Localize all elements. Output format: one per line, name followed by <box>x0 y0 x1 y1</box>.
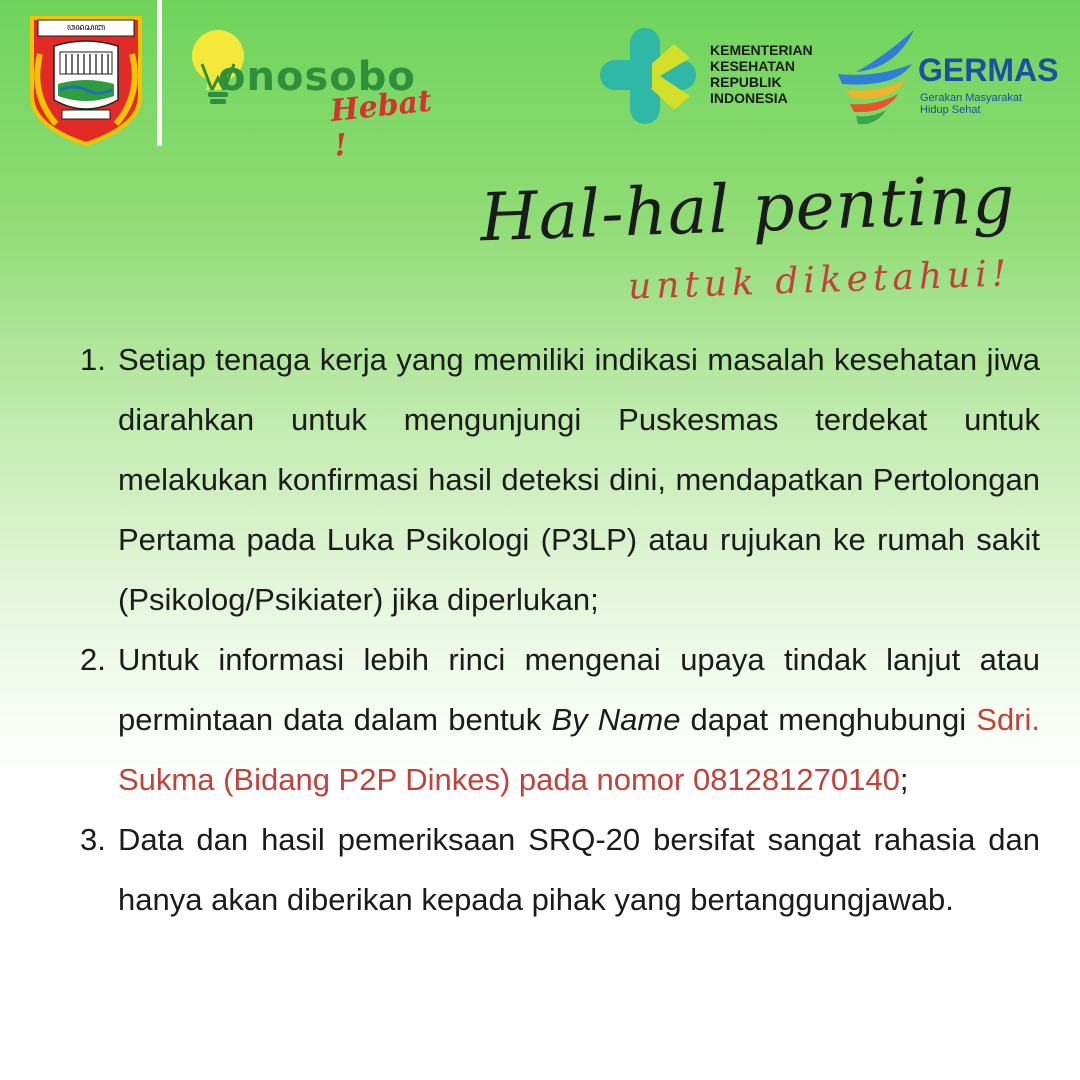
page-subtitle: untuk diketahui! <box>627 253 1012 308</box>
wonosobo-logo-word: onosobo <box>218 54 416 100</box>
list-item-italic: By Name <box>551 702 681 737</box>
info-list <box>80 330 1040 930</box>
list-item-text: ; <box>899 762 909 797</box>
header-divider <box>157 0 162 146</box>
wonosobo-logo-tagline: Hebat ! <box>328 83 434 164</box>
list-item-text: dapat menghubungi <box>680 702 977 737</box>
list-item-number: 1. <box>80 342 106 377</box>
germas-subtitle <box>920 92 1040 116</box>
kemenkes-text <box>710 42 840 106</box>
kemenkes-line: KESEHATAN <box>710 58 796 74</box>
list-item-text: Untuk informasi lebih rinci mengenai upaya tindak lanjut atau permintaan data dalam bentuk <box>118 642 1040 737</box>
crest-banner-text: ꦮꦤꦱꦧ <box>66 23 106 33</box>
list-item <box>80 630 1040 810</box>
kemenkes-line: KEMENTERIAN <box>710 42 813 58</box>
list-item-text: Setiap tenaga kerja yang memiliki indikasi masalah kesehatan jiwa diarahkan untuk mengunjungi Puskesmas terdekat untuk melakukan konfirmasi hasil deteksi dini, mendapatkan Pertolongan Pertama pada Luka Psikologi (P3LP) atau rujukan ke rumah sakit (Psikolog/Psikiater) jika diperlukan; <box>118 342 1040 617</box>
list-item <box>80 330 1040 630</box>
kemenkes-line: INDONESIA <box>710 90 788 106</box>
contact-info: Sdri. Sukma (Bidang P2P Dinkes) pada nomor 081281270140 <box>118 702 1041 797</box>
list-item <box>80 810 1040 930</box>
germas-sub-line: Gerakan Masyarakat <box>920 92 1023 104</box>
page-title: Hal-hal penting <box>478 160 1017 257</box>
germas-word: GERMAS <box>918 52 1059 88</box>
wonosobo-hebat-logo <box>188 18 448 164</box>
germas-logo-icon <box>836 28 920 128</box>
kemenkes-logo-icon <box>598 24 698 128</box>
kemenkes-line: REPUBLIK <box>710 74 782 90</box>
list-item-text: Data dan hasil pemeriksaan SRQ-20 bersifat sangat rahasia dan hanya akan diberikan kepada pihak yang bertanggungjawab. <box>118 822 1040 917</box>
list-item-number: 3. <box>80 822 106 857</box>
germas-sub-line: Hidup Sehat <box>920 104 981 116</box>
list-item-number: 2. <box>80 642 106 677</box>
